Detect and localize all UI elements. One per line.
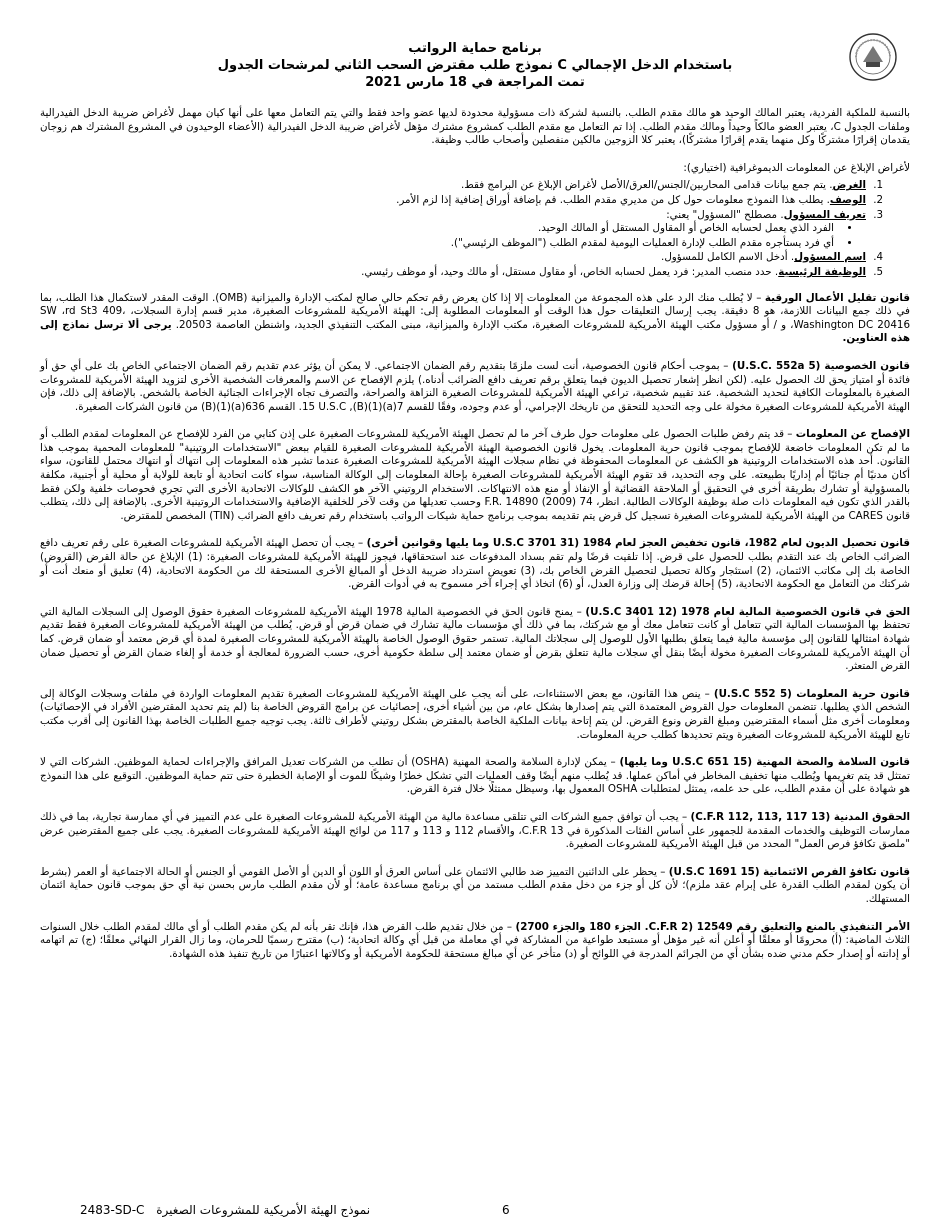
document-title: برنامج حماية الرواتب [408, 41, 542, 56]
paperwork-act-section: قانون تقليل الأعمال الورقية – لا يُطلب منك الرد على هذه المجموعة من المعلومات إلا إذا كان يعرض رقم تحكم حالي صالح لمكتب الإدارة والميزانية (OMB). الوقت المقدر لاستكمال هذا الطلب، بما في ذلك جمع البيانات اللازمة، هو 8 دقيقة. يجب إرسال التعليقات حول هذا الوقت أو المعلومات المطلوبة إلى: الهيئة الأمريكية للمشروعات الصغيرة، مدير قسم إدارة السجلات، SW ،rd St3 409، Washington DC 20416، و / أو مسؤول مكتب الهيئة الأمريكية للمشروعات الصغيرة، مكتب الإدارة والميزانية، مبنى المكتب التنفيذي الجديد، واشنطن العاصمة 20503. يرجى ألا ترسل نماذج إلى هذه العناوين. [40, 291, 910, 345]
form-identifier [80, 1203, 378, 1217]
document-subtitle: نموذج طلب مقترض السحب الثاني لمرشحات الجدول C باستخدام الدخل الإجمالي [217, 58, 733, 73]
document-header [180, 40, 770, 91]
list-item: 4. اسم المسؤول. أدخل الاسم الكامل للمسؤول. [40, 251, 870, 265]
equal-credit-section: قانون تكافؤ الفرص الائتمانية (15 U.S.C 1691) – يحظر على الدائنين التمييز ضد طالبي الائتمان على أساس العرق أو اللون أو الدين أو الأصل القومي أو الجنس أو الحالة الاجتماعية أو العمر (بشرط أن يكون لمقدم الطلب القدرة على إبرام عقد ملزم)؛ لأن كل أو جزء من دخل مقدم الطلب مستمد من أي برنامج مساعدة عامة؛ أو لأن مقدم الطلب مارس بحسن نية أي حق بموجب قانون حماية ائتمان المستهلك. [40, 865, 910, 905]
form-number: 2483-SD-C [80, 1203, 145, 1217]
demographics-list [40, 179, 910, 279]
page-number: 6 [502, 1203, 510, 1217]
revision-date: تمت المراجعة في 18 مارس 2021 [365, 75, 585, 90]
seal-icon [848, 32, 898, 82]
list-item: • أي فرد يستأجره مقدم الطلب لإدارة العمليات اليومية لمقدم الطلب ("الموظف الرئيسي"). [40, 237, 838, 251]
form-name: نموذج الهيئة الأمريكية للمشروعات الصغيرة [156, 1203, 371, 1217]
list-item: 2. الوصف. يطلب هذا النموذج معلومات حول كل من مديري مقدم الطلب. قم بإضافة أوراق إضافية إذا لزم الأمر. [40, 194, 870, 208]
financial-privacy-section: الحق في قانون الخصوصية المالية لعام 1978 (12 U.S.C 3401) – يمنح قانون الحق في الخصوصية المالية 1978 الهيئة الأمريكية للمشروعات الصغيرة حقوق الوصول إلى السجلات المالية التي تحتفظ بها المؤسسات المالية التي تتعامل أو كانت تتعامل معك أو مع شركتك، بما في ذلك أي مؤسسات مالية تشارك في ضمان قرض أو قرض. يُطلب من الهيئة الأمريكية للمشروعات الصغيرة فقط تقديم شهادة امتثالها للقانون إلى مؤسسة مالية فيما يتعلق بطلبها الأول للوصول إلى سجلاتك المالية. تستمر حقوق الوصول الخاصة بالهيئة الأمريكية للمشروعات الصغيرة لمدة أي قرض معتمد أو ضمان قرض. كما أن الهيئة الأمريكية للمشروعات الصغيرة مخولة أيضًا بنقل أي سجلات مالية تتعلق بقرض أو ضمان معتمد إلى سلطة حكومية أخرى، حسب الضرورة لمعالجة أو خدمة أو إلغاء ضمان القرض أو تحصيل ضمان القرض المتعثر. [40, 605, 910, 673]
debarment-section: الأمر التنفيذي بالمنع والتعليق رقم 12549 (2 C.F.R. الجزء 180 والجزء 2700) – من خلال تقديم طلب القرض هذا، فإنك تقر بأنه لم يكن مقدم الطلب أو أي مالك لمقدم الطلب خلال السنوات الثلاث الماضية: (أ) محرومًا أو معلقًا أو أعلن أنه غير مؤهل أو مستبعد طواعية من المشاركة في أي معاملة من قبل أي وكالة اتحادية؛ (ب) مقترح رسميًا للحرمان، وما زال القرار النهائي معلقًا؛ (ج) تم اتهامه أو إدانته أو إصدار حكم مدني ضده بشأن أي من الجرائم المدرجة في اللوائح أو (د) متأخر عن أي مبالغ مستحقة للحكومة الأمريكية أو وكالاتها اعتبارًا من تاريخ تنفيذ هذه الشهادة. [40, 920, 911, 960]
page-footer [40, 1203, 910, 1219]
list-item: 3. تعريف المسؤول. مصطلح "المسؤول" يعني: • الفرد الذي يعمل لحسابه الخاص أو المقاول المستقل أو المالك الوحيد. • أي فرد يستأجره مقدم الطلب لإدارة العمليات اليومية لمقدم الطلب ("الموظف الرئيسي"). [40, 209, 870, 251]
demographics-intro: لأغراض الإبلاغ عن المعلومات الديموغرافية (اختياري): [683, 161, 910, 174]
list-item: • الفرد الذي يعمل لحسابه الخاص أو المقاول المستقل أو المالك الوحيد. [40, 222, 838, 236]
foia-section: قانون حرية المعلومات (5 U.S.C 552) – ينص هذا القانون، مع بعض الاستثناءات، على أنه يجب على الهيئة الأمريكية للمشروعات الصغيرة تقديم المعلومات الواردة في ملفات وسجلات الوكالة إلى الشخص الذي يطلبها. تتضمن المعلومات حول القروض المعتمدة التي يتم إصدارها بشكل عام، من بين أشياء أخرى، إحصائيات عن برامج القروض الخاصة بنا (لم يتم تحديد المقترضين الأفراد في الإحصائيات) ومعلومات أخرى مثل أسماء المقترضين ومبلغ القرض ونوع القرض. لن يتم إتاحة بيانات الملكية الخاصة بالمقترض بشكل روتيني لأطراف ثالثة. يجب توجيه جميع الطلبات الخاصة بهذا القانون إلى أقرب مكتب تابع للهيئة الأمريكية للمشروعات الصغيرة ويتم تحديدها كطلب حرية المعلومات. [40, 687, 910, 741]
list-item: 5. الوظيفة الرئيسية. حدد منصب المدير: فرد يعمل لحسابه الخاص، أو مقاول مستقل، أو مالك وحيد، أو موظف رئيسي. [40, 266, 870, 280]
privacy-act-section: قانون الخصوصية (5 U.S.C. 552a) – بموجب أحكام قانون الخصوصية، أنت لست ملزمًا بتقديم رقم الضمان الاجتماعي. لا يمكن أن يؤثر عدم تقديم رقم الضمان الاجتماعي الخاص بك على أي حق أو فائدة أو امتياز يحق لك الحصول عليه. (لكن انظر إشعار تحصيل الديون فيما يتعلق برقم تعريف دافع الضرائب أدناه.) يلزم الإفصاح عن الاسم والمعرفات الشخصية الأخرى لتزويد الهيئة الأمريكية للمشروعات الصغيرة بالمعلومات الكافية لتحديد الشخصية. عند تقييم شخصية، تراعي الهيئة الأمريكية للمشروعات الصغيرة النزاهة والصراحة، والتصرف تجاه الإجراءات الجنائية الخاصة بالشخص. بالإضافة إلى ذلك، فإن الهيئة الأمريكية للمشروعات الصغيرة مخولة على وجه التحديد للتحقق من تاريخك الإجرامي، أو عدم وجوده، وفقًا للقسم 7(a)(1)(B), 15 U.S.C. القسم 636(a)(1)(B) من قانون الشركات الصغيرة. [40, 359, 910, 413]
principal-definition-list [40, 222, 866, 250]
list-item: 1. الغرض. يتم جمع بيانات قدامى المحاربين/الجنس/العرق/الأصل لأغراض الإبلاغ عن البرامج فقط. [40, 179, 870, 193]
disclosure-section: الإفصاح عن المعلومات – قد يتم رفض طلبات الحصول على معلومات حول طرف آخر ما لم تحصل الهيئة الأمريكية للمشروعات الصغيرة على إذن كتابي من الفرد للإفصاح عن المعلومات لمقدم الطلب أو ما لم تكن المعلومات خاضعة للإفصاح بموجب قانون حرية المعلومات. يخول قانون الخصوصية الهيئة الأمريكية للمشروعات الصغيرة للقيام ببعض "الاستخدامات الروتينية" للمعلومات المحمية بموجب هذا القانون. أحد هذه الاستخدامات الروتينية هو الكشف عن المعلومات المحفوظة في نظام سجلات الهيئة الأمريكية للمشروعات الصغيرة عندما تشير هذه المعلومات إلى انتهاك أو انتهاك محتمل للقانون، سواء أكان مدنيًا أم جنائيًا أم إداريًا بطبيعته. على وجه التحديد، قد تقوم الهيئة الأمريكية للمشروعات الصغيرة بإحالة المعلومات إلى الوكالة المناسبة، سواء كانت اتحادية أو تابعة للولاية أو محلية أو أجنبية، مكلفة بالمسؤولية أو تشارك بطريقة أخرى في التحقيق أو الملاحقة القضائية أو الإنفاذ أو منع هذه الانتهاكات. الاستخدام الروتيني الآخر هو الكشف للوكالات الاتحادية الأخرى التي تجري فحوصات خلفية ولكن فقط بالقدر الذي تكون فيه المعلومات ذات صلة بوظيفة الوكالات الطالبة. انظر، 74 F.R. 14890 (2009) وحسب تعديلها من وقت لآخر للخلفية الإضافية والاستخدامات الروتينية الأخرى. بالإضافة إلى ذلك، يتطلب قانون CARES من الهيئة الأمريكية للمشروعات الصغيرة تسجيل كل قرض يتم تقديمه بموجب برنامج حماية شيكات الرواتب باستخدام رقم تعريف دافع الضرائب (TIN) المخصص للمقترض. [40, 428, 910, 522]
document-body [40, 107, 910, 975]
civil-rights-section: الحقوق المدنية (13 C.F.R 112, 113, 117) – يجب أن توافق جميع الشركات التي تتلقى مساعدة مالية من الهيئة الأمريكية للمشروعات الصغيرة على عدم التمييز في أي ممارسة تجارية، بما في ذلك ممارسات التوظيف والخدمات المقدمة للجمهور على أساس الفئات المذكورة في 13 C.F.R، والأقسام 112 و 113 و 117 من لوائح الهيئة الأمريكية للمشروعات الصغيرة. يجب على جميع المقترضين عرض "ملصق تكافؤ فرص العمل" المحدد من قبل الهيئة الأمريكية للمشروعات الصغيرة. [40, 810, 911, 851]
osha-section: قانون السلامة والصحة المهنية (15 U.S.C 651 وما يليها) – يمكن لإدارة السلامة والصحة المهنية (OSHA) أن تطلب من الشركات تعديل المرافق والإجراءات لحماية الموظفين. الشركات التي لا تمتثل قد يتم تغريمها ويُطلب منها تخفيف المخاطر في أماكن عملها. قد يُطلب منهم أيضًا وقف العمليات التي تشكل خطرًا وشيكًا للموت أو الإصابة الخطيرة حتى تتم حماية الموظفين. التوقيع على هذا النموذج هو شهادة على أن مقدم الطلب، على حد علمه، يمتثل لمتطلبات OSHA المعمول بها، وسيظل ممتثلًا خلال فترة القرض. [40, 756, 910, 796]
intro-paragraph: بالنسبة للملكية الفردية، يعتبر المالك الوحيد هو مالك مقدم الطلب. بالنسبة لشركة ذات مسؤولية محدودة لديها عضو واحد فقط والتي يتم التعامل معها على أنها كيان مهمل لأغراض ضريبة الدخل الفيدرالية وملفات الجدول C، يعتبر العضو مالكاً وحيداً ومالك مقدم الطلب. إذا تم التعامل مع مقدم الطلب كمشروع مشترك مؤهل لأغراض ضريبة الدخل الفيدرالية (الأعضاء الوحيدون في المشروع المشترك هم زوجان يقدمان إقرارًا مشتركًا وكل منهما يقدم إقرارًا مشتركًا)، يعتبر كلا الزوجين مالكين منفصلين وأصحاب طالب وظيفة. [40, 107, 910, 147]
debt-collection-section: قانون تحصيل الديون لعام 1982، قانون تخفيض العجز لعام 1984 (31 U.S.C 3701 وما يليها وقوانين أخرى) – يجب أن تحصل الهيئة الأمريكية للمشروعات الصغيرة على رقم تعريف دافع الضرائب الخاص بك عند التقدم بطلب للحصول على قرض. إذا تلقيت قرضًا ولم تقم بسداد المدفوعات عند استحقاقها، فيجوز للهيئة الأمريكية للمشروعات الصغيرة: (1) الإبلاغ عن حالة القرض (القروض) الخاصة بك إلى مكاتب الائتمان، (2) استئجار وكالة تحصيل لتحصيل القرض الخاص بك، (3) تعويض استرداد ضريبة الدخل أو المبالغ الأخرى المستحقة لك من الحكومة الاتحادية، (4) تعليق أو منعك أنت أو شركتك من التعامل مع الحكومة الاتحادية، (5) إحالة قرضك إلى وزارة العدل، أو (6) اتخاذ أي إجراء آخر مسموح به في أدوات القرض. [40, 537, 911, 591]
